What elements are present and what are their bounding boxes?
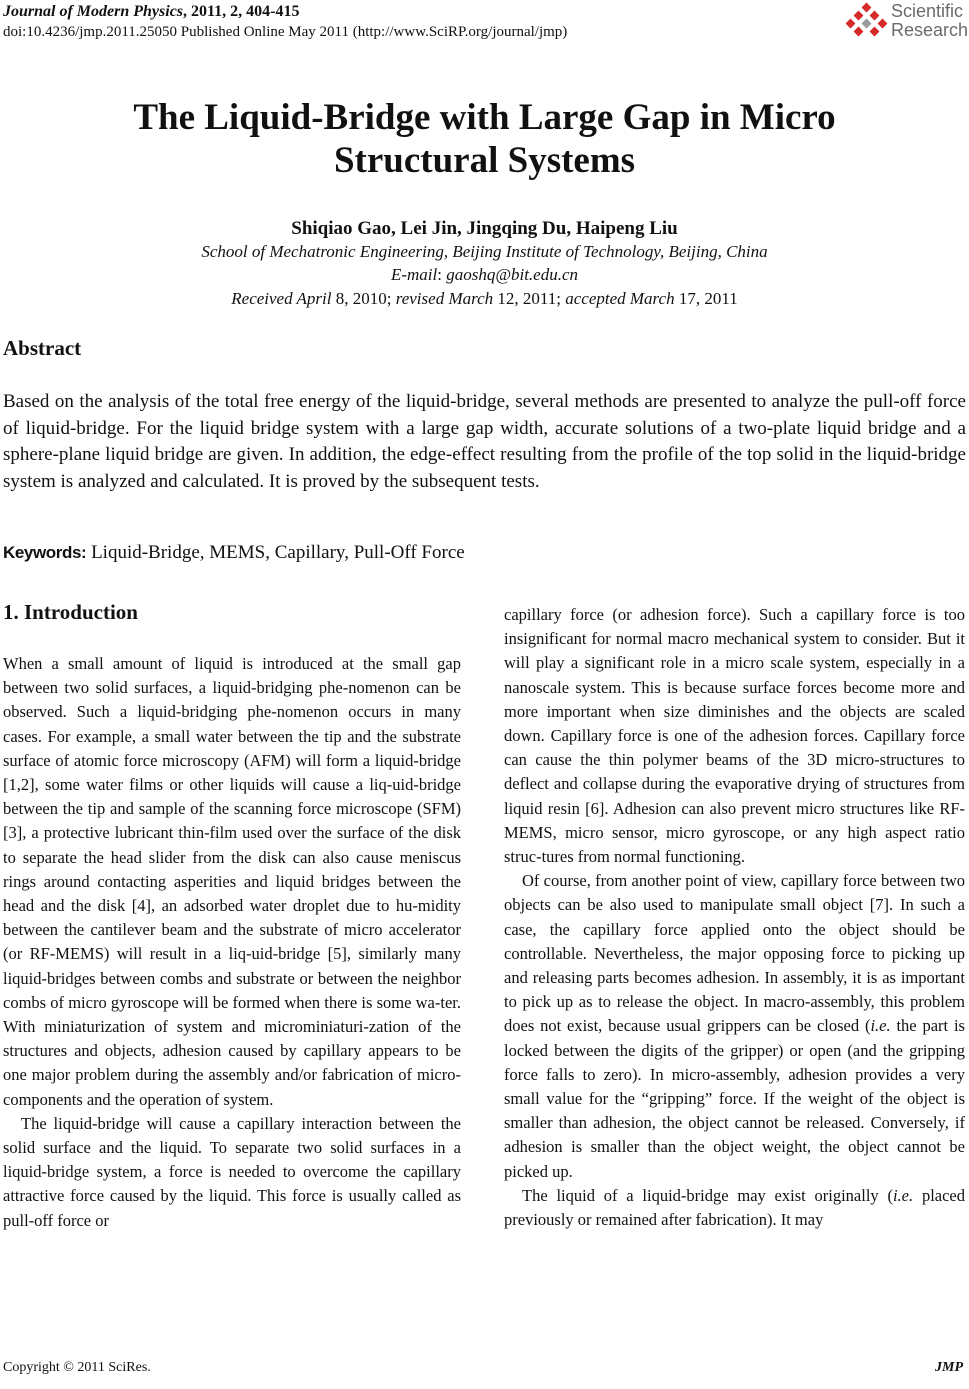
left-column [3,652,461,1233]
paragraph-5-ie: i.e. [892,1185,914,1205]
publisher-logo-text [891,2,968,40]
paragraph-5-text-a: The liquid of a liquid-bridge may exist originally ( [522,1185,893,1205]
keywords-label: Keywords: [3,543,87,562]
keywords-line [3,542,465,564]
title-line-2: Structural Systems [333,140,636,181]
received-date: 8, 2010; [331,289,396,308]
journal-name: Journal of Modern Physics [3,3,184,20]
right-column [504,603,965,1232]
title-line-1: The Liquid-Bridge with Large Gap in Micro [133,97,836,138]
doi-line: doi:10.4236/jmp.2011.25050 Published Online May 2011 (http://www.SciRP.org/journal/jmp) [3,24,568,40]
received-dates [0,289,969,309]
footer-journal-abbr: JMP [935,1360,963,1375]
section-heading-introduction: 1. Introduction [3,600,138,624]
paragraph-4-ie: i.e. [870,1016,891,1036]
paper-title [0,96,969,182]
logo-line-2: Research [891,20,969,40]
email-line: E-mail: gaoshq@bit.edu.cn [390,265,579,284]
email-label: E-mail [390,265,438,284]
intro-paragraph-2: The liquid-bridge will cause a capillary interaction between the solid surface and the liquid. To separate two solid surfaces in a liquid-bridge system, a force is needed to overcome the capillary attractive force caused by the liquid. This force is usually called as pull-off force or [3,1113,461,1230]
affiliation: School of Mechatronic Engineering, Beijing Institute of Technology, Beijing, China [201,242,768,261]
footer-copyright: Copyright © 2011 SciRes. [3,1360,151,1375]
logo-line-1: Scientific [891,1,964,21]
intro-paragraph-1: When a small amount of liquid is introduced at the small gap between two solid surfaces, a liquid-bridging phe-nomenon can be observed. Such a liquid-bridging phe-nomenon occurs in many cases. For example, a small water between the tip and the substrate surface of atomic force microscopy (AFM) will form a liquid-bridge [1,2], some water films or other liquids will cause a liq-uid-bridge between the tip and sample of the scanning force microscope (SFM) [3], a protective lubricant thin-film used over the surface of the disk to separate the head slider from the disk can also cause meniscus rings around contacting asperities and liquid bridges between the head and the disk [4], an adsorbed water droplet due to hu-midity between the cantilever beam and the substrate of micro accelerator (or RF-MEMS) will result in a liq-uid-bridge [5], similarly many liquid-bridges between combs and substrate or between the neighbor combs of micro gyroscope will be formed when there is some wa-ter. With miniaturization of system and microminiaturi-zation of the structures and objects, adhesion caused by capillary appears to be one major problem during the assembly and/or fabrication of micro-components and the operation of system. [3,654,461,1109]
abstract-heading: Abstract [3,336,82,360]
journal-citation [3,3,299,21]
accepted-label: accepted March [565,289,675,308]
intro-paragraph-3: capillary force (or adhesion force). Such a capillary force is too insignificant for normal macro mechanical system to consider. But it will play a significant role in a micro scale system, especially in a nanoscale system. This is because surface forces become more and more important when size diminishes and the objects are scaled down. Capillary force is one of the adhesion forces. Capillary force can cause the thin polymer beams of the 3D micro-structures to deflect and collapse during the evaporative drying of structures from liquid resin [6]. Adhesion can also prevent micro structures like RF-MEMS, micro sensor, micro gyroscope, or any high aspect ratio struc-tures from normal functioning. [504,605,965,867]
intro-paragraph-4 [504,869,965,1184]
journal-volume: , 2011, 2, 404-415 [183,3,300,20]
intro-paragraph-5 [504,1184,965,1232]
email-address: gaoshq@bit.edu.cn [446,265,579,284]
abstract-body: Based on the analysis of the total free energy of the liquid-bridge, several methods are presented to analyze the pull-off force of liquid-bridge. For the liquid bridge system with a large gap width, accurate solutions of a two-plate liquid bridge and a sphere-plane liquid bridge are given. In addition, the edge-effect resulting from the profile of the top solid in the liquid-bridge system is analyzed and calculated. It is proved by the subsequent tests. [3,391,966,492]
paragraph-4-text-b: the part is locked between the digits of the gripper) or open (and the gripping force falls to zero). In micro-assembly, adhesion provides a very small value for the “gripping” force. If the weight of the object is smaller than adhesion, the object cannot be released. Conversely, if adhesion is smaller than the object weight, the object cannot be picked up. [504,1016,965,1181]
keywords-list: Liquid-Bridge, MEMS, Capillary, Pull-Off Force [86,542,465,563]
paragraph-5-text-b: placed previously or remained after fabrication). It may [504,1185,965,1230]
publisher-logo [845,1,969,42]
received-label: Received April [231,289,332,308]
publisher-logo-mark-icon [845,2,889,42]
revised-date: 12, 2011; [493,289,566,308]
authors: Shiqiao Gao, Lei Jin, Jingqing Du, Haipeng Liu [291,218,678,239]
accepted-date: 17, 2011 [674,289,738,308]
paragraph-4-text-a: Of course, from another point of view, capillary force between two objects can be also used to manipulate small object [7]. In such a case, the capillary force applied onto the object should be controllable. Nevertheless, the major opposing force to picking up and releasing parts becomes adhesion. In assembly, it is as important to pick up as to release the object. In macro-assembly, this problem does not exist, because usual grippers can be closed ( [504,871,965,1036]
revised-label: revised March [395,289,494,308]
